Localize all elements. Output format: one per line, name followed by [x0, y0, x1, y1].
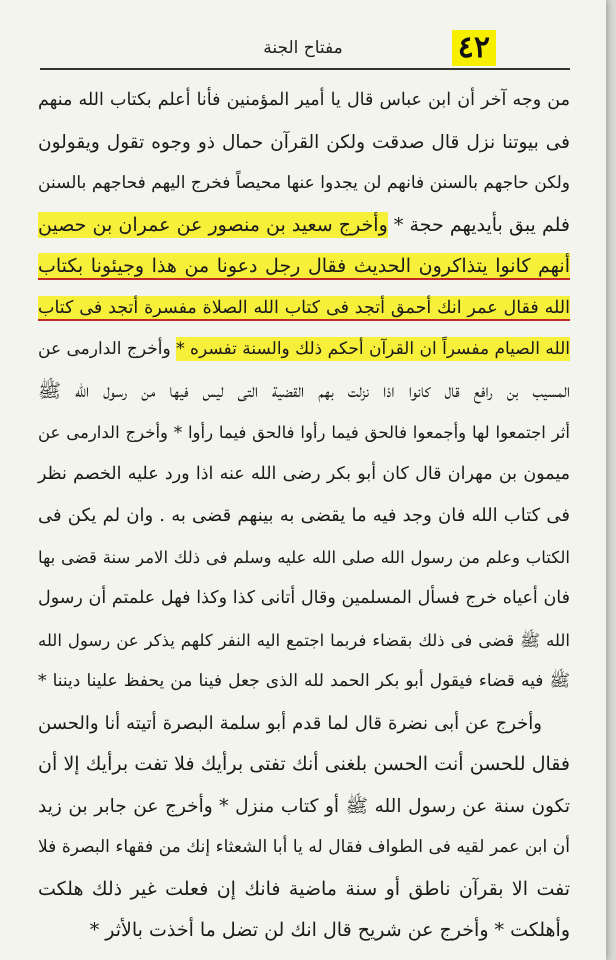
text-line-21: وأهلكت * وأخرج عن شريح قال انك لن تضل ما أخذت بالأثر * — [89, 919, 570, 941]
page-header — [0, 30, 606, 70]
text-line-14: الله ﷺ قضى فى ذلك بقضاء فربما اجتمع اليه النفر كلهم يذكر عن رسول الله — [38, 630, 570, 650]
text-line-19: أن ابن عمر لقيه فى الطواف فقال له يا أبا الشعثاء إنك من فقهاء البصرة فلا — [38, 837, 570, 857]
text-segment: وأخرج الدارمى عن — [38, 339, 171, 359]
highlighted-text: الله فقال عمر انك أحمق أتجد فى كتاب الله الصلاة مفسرة أتجد فى كتاب — [38, 297, 570, 318]
text-line-10: ميمون بن مهران قال كان أبو بكر رضى الله عنه اذا ورد عليه الخصم نظر — [38, 463, 570, 484]
header-divider — [40, 68, 570, 70]
text-line-12: الكتاب وعلم من رسول الله صلى الله عليه وسلم فى ذلك الامر سنة قضى بها — [38, 547, 570, 567]
text-line-16: وأخرج عن أبى نضرة قال لما قدم أبو سلمة البصرة أتيته أنا والحسن — [38, 712, 542, 734]
text-line-3: ولكن حاجهم بالسنن فانهم لن يجدوا عنها محيصاً فخرج اليهم فحاجهم بالسنن — [38, 173, 570, 193]
text-line-5 — [38, 246, 570, 288]
page-number: ٤٢ — [452, 30, 496, 66]
text-line-17: فقال للحسن أنت الحسن بلغنى أنك تفتى برأيك فلا تفت برأيك إلا أن — [38, 753, 570, 775]
text-line-1: من وجه آخر أن ابن عباس قال يا أمير المؤمنين فأنا أعلم بكتاب الله منهم — [38, 90, 570, 110]
book-title: مفتاح الجنة — [263, 38, 343, 58]
text-line-6 — [38, 288, 570, 330]
text-line-4 — [38, 205, 570, 247]
text-line-11: فى كتاب الله فان وجد فيه ما يقضى به بينهم قضى به . وان لم يكن فى — [38, 505, 570, 526]
text-line-13: فان أعياه خرج فسأل المسلمين وقال أتانى كذا وكذا فهل علمتم أن رسول — [38, 588, 570, 608]
highlighted-text: الله الصيام مفسراً ان القرآن أحكم ذلك والسنة تفسره * — [176, 339, 570, 359]
text-line-9: أثر اجتمعوا لها وأجمعوا فالحق فيما رأوا فالحق فيما رأوا * وأخرج الدارمى عن — [38, 423, 570, 442]
page-body — [38, 80, 570, 952]
highlighted-text: وأخرج سعيد بن منصور عن عمران بن حصين — [38, 213, 388, 236]
text-segment: فلم يبق بأيديهم حجة * — [393, 213, 570, 236]
text-line-2: فى بيوتنا نزل قال صدقت ولكن القرآن حمال ذو وجوه تقول ويقولون — [38, 131, 570, 153]
highlighted-text: أنهم كانوا يتذاكرون الحديث فقال رجل دعونا من هذا وجيئونا بكتاب — [38, 255, 570, 277]
text-line-7 — [38, 329, 570, 371]
text-line-8: المسيب بن رافع قال كانوا اذا نزلت بهم القضية التى ليس فيها من رسول الله ﷺ — [38, 379, 570, 402]
text-line-18: تكون سنة عن رسول الله ﷺ أو كتاب منزل * وأخرج عن جابر بن زيد — [38, 795, 570, 817]
text-line-20: تفت الا بقرآن ناطق أو سنة ماضية فانك إن فعلت غير ذلك هلكت — [38, 877, 570, 900]
text-line-15: ﷺ فيه قضاء فيقول أبو بكر الحمد لله الذى جعل فينا من يحفظ علينا ديننا * — [38, 671, 570, 691]
